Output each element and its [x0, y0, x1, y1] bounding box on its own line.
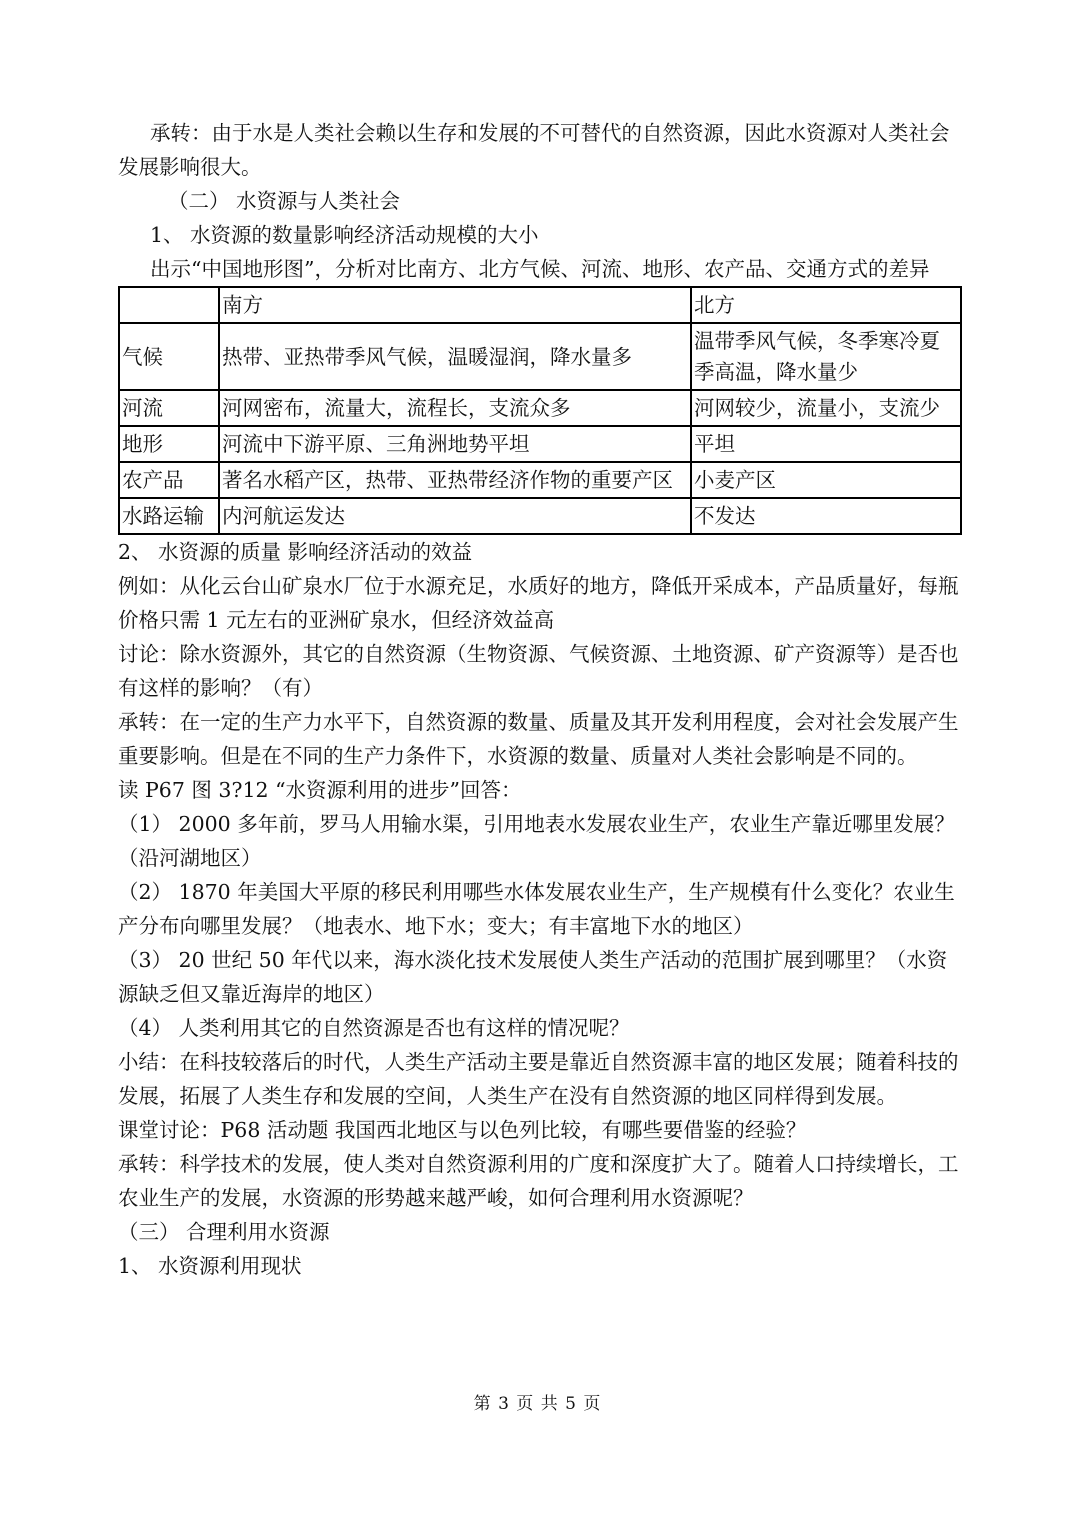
comparison-table	[118, 286, 962, 535]
paragraph-transition-1: 承转：由于水是人类社会赖以生存和发展的不可替代的自然资源，因此水资源对人类社会发展影响很大。	[118, 121, 950, 179]
subheading-3: 1、 水资源利用现状	[118, 1254, 302, 1278]
paragraph-show-map: 出示“中国地形图”，分析对比南方、北方气候、河流、地形、农产品、交通方式的差异	[150, 257, 930, 281]
table-header-cell: 南方	[219, 287, 691, 323]
table-cell: 地形	[119, 426, 219, 462]
table-row	[119, 498, 961, 534]
table-row	[119, 426, 961, 462]
table-cell: 平坦	[691, 426, 961, 462]
paragraph-example: 例如：从化云台山矿泉水厂位于水源充足，水质好的地方，降低开采成本，产品质量好，每瓶价格只需 1 元左右的亚洲矿泉水，但经济效益高	[118, 574, 959, 632]
paragraph-transition-3: 承转：科学技术的发展，使人类对自然资源利用的广度和深度扩大了。随着人口持续增长，工农业生产的发展，水资源的形势越来越严峻，如何合理利用水资源呢？	[118, 1152, 959, 1210]
table-cell: 不发达	[691, 498, 961, 534]
paragraph-read-figure: 读 P67 图 3?12 “水资源利用的进步”回答：	[118, 778, 522, 802]
section-heading-2: （二） 水资源与人类社会	[168, 189, 401, 213]
table-cell: 农产品	[119, 462, 219, 498]
table-header-cell	[119, 287, 219, 323]
table-cell: 河网密布，流量大，流程长，支流众多	[219, 390, 691, 426]
subheading-2: 2、 水资源的质量 影响经济活动的效益	[118, 540, 473, 564]
page-footer: 第 3 页 共 5 页	[473, 1394, 602, 1414]
table-cell: 著名水稻产区，热带、亚热带经济作物的重要产区	[219, 462, 691, 498]
table-cell: 内河航运发达	[219, 498, 691, 534]
table-row	[119, 390, 961, 426]
section-heading-3: （三） 合理利用水资源	[118, 1220, 330, 1244]
question-3: （3） 20 世纪 50 年代以来，海水淡化技术发展使人类生产活动的范围扩展到哪里？（水资源缺乏但又靠近海岸的地区）	[118, 948, 948, 1006]
table-header-row	[119, 287, 961, 323]
paragraph-summary: 小结：在科技较落后的时代，人类生产活动主要是靠近自然资源丰富的地区发展；随着科技的发展，拓展了人类生存和发展的空间，人类生产在没有自然资源的地区同样得到发展。	[118, 1050, 959, 1108]
table-row	[119, 462, 961, 498]
subheading-1: 1、 水资源的数量影响经济活动规模的大小	[150, 223, 539, 247]
question-1: （1） 2000 多年前，罗马人用输水渠，引用地表水发展农业生产，农业生产靠近哪里发展？（沿河湖地区）	[118, 812, 955, 870]
document-body	[118, 116, 960, 1283]
table-cell: 热带、亚热带季风气候，温暖湿润，降水量多	[219, 323, 691, 390]
table-cell: 气候	[119, 323, 219, 390]
table-cell: 河网较少，流量小，支流少	[691, 390, 961, 426]
table-header-cell: 北方	[691, 287, 961, 323]
question-4: （4） 人类利用其它的自然资源是否也有这样的情况呢？	[118, 1016, 630, 1040]
table-cell: 河流中下游平原、三角洲地势平坦	[219, 426, 691, 462]
table-cell: 水路运输	[119, 498, 219, 534]
question-2: （2） 1870 年美国大平原的移民利用哪些水体发展农业生产，生产规模有什么变化？农业生产分布向哪里发展？（地表水、地下水；变大；有丰富地下水的地区）	[118, 880, 955, 938]
paragraph-discussion: 讨论：除水资源外，其它的自然资源（生物资源、气候资源、土地资源、矿产资源等）是否也有这样的影响？（有）	[118, 642, 959, 700]
paragraph-class-discussion: 课堂讨论：P68 活动题 我国西北地区与以色列比较，有哪些要借鉴的经验？	[118, 1118, 807, 1142]
paragraph-transition-2: 承转：在一定的生产力水平下，自然资源的数量、质量及其开发利用程度，会对社会发展产生重要影响。但是在不同的生产力条件下，水资源的数量、质量对人类社会影响是不同的。	[118, 710, 959, 768]
table-cell: 温带季风气候，冬季寒冷夏季高温，降水量少	[691, 323, 961, 390]
table-row	[119, 323, 961, 390]
table-cell: 河流	[119, 390, 219, 426]
table-cell: 小麦产区	[691, 462, 961, 498]
